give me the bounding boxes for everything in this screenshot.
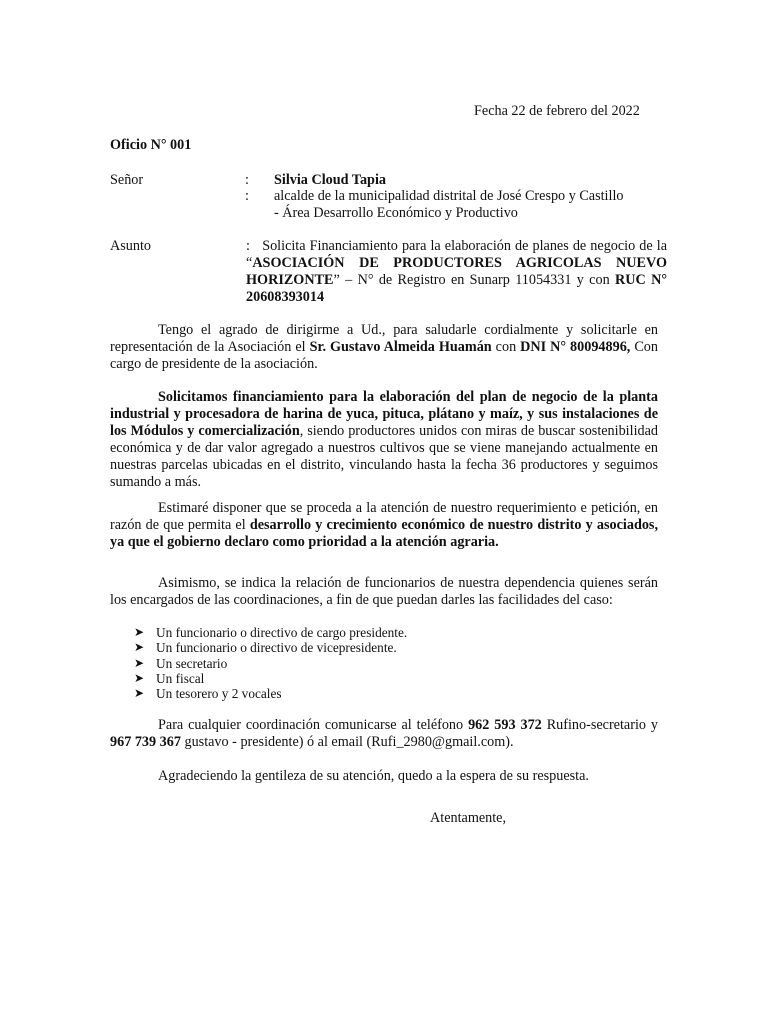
recipient-title-line2: - Área Desarrollo Económico y Productivo <box>274 205 518 221</box>
paragraph-officials: Asimismo, se indica la relación de funcionarios de nuestra dependencia quienes serán los encargados de las coordinaciones, a fin de que puedan darles las facilidades del caso: <box>110 575 658 608</box>
arrow-bullet-icon: ➤ <box>134 670 145 685</box>
paragraph-request: Solicitamos financiamiento para la elaboración del plan de negocio de la planta industrial y procesadora de harina de yuca, pituca, plátano y maíz, y sus instalaciones de los Módulos y comercialización, siendo productores unidos con miras de buscar sostenibilidad económica y de dar valor agregado a nuestros cultivos que se viene manejando actualmente en nuestras parcelas ubicadas en el distrito, vinculando hasta la fecha 36 productores y seguimos sumando a más. <box>110 389 658 490</box>
paragraph-greeting: Tengo el agrado de dirigirme a Ud., para saludarle cordialmente y solicitarle en representación de la Asociación el Sr. Gustavo Almeida Huamán con DNI N° 80094896, Con cargo de presidente de la asociación. <box>110 322 658 372</box>
arrow-bullet-icon: ➤ <box>134 686 145 701</box>
arrow-bullet-icon: ➤ <box>134 625 145 639</box>
list-item: ➤ Un fiscal <box>134 670 205 686</box>
paragraph-thanks: Agradeciendo la gentileza de su atención, quedo a la espera de su respuesta. <box>158 768 589 784</box>
recipient-label: Señor <box>110 172 144 188</box>
subject-label: Asunto <box>110 238 151 254</box>
recipient-colon-1: : <box>245 172 249 188</box>
list-item: ➤ Un secretario <box>134 655 228 671</box>
list-item: ➤ Un funcionario o directivo de cargo presidente. <box>134 625 408 640</box>
letter-date: Fecha 22 de febrero del 2022 <box>474 103 640 119</box>
recipient-name: Silvia Cloud Tapia <box>274 172 386 188</box>
recipient-colon-2: : <box>245 188 249 204</box>
paragraph-contact: Para cualquier coordinación comunicarse al teléfono 962 593 372 Rufino-secretario y 967 739 367 gustavo - presidente) ó al email (Rufi_2980@gmail.com). <box>110 717 659 750</box>
letter-reference: Oficio N° 001 <box>110 137 192 153</box>
recipient-title-line1: alcalde de la municipalidad distrital de José Crespo y Castillo <box>274 188 624 204</box>
subject-text: : Solicita Financiamiento para la elaboración de planes de negocio de la “ASOCIACIÓN DE PRODUCTORES AGRICOLAS NUEVO HORIZONTE” – N° de Registro en Sunarp 11054331 y con RUC N° 20608393014 <box>246 238 667 305</box>
list-item: ➤ Un funcionario o directivo de vicepresidente. <box>134 640 397 656</box>
list-item: ➤ Un tesorero y 2 vocales <box>134 686 282 702</box>
officials-list <box>134 625 407 701</box>
arrow-bullet-icon: ➤ <box>134 640 145 655</box>
paragraph-justification: Estimaré disponer que se proceda a la atención de nuestro requerimiento e petición, en razón de que permita el desarrollo y crecimiento económico de nuestro distrito y asociados, ya que el gobierno declaro como prioridad a la atención agraria. <box>110 500 658 550</box>
arrow-bullet-icon: ➤ <box>134 655 145 670</box>
closing: Atentamente, <box>430 810 507 826</box>
